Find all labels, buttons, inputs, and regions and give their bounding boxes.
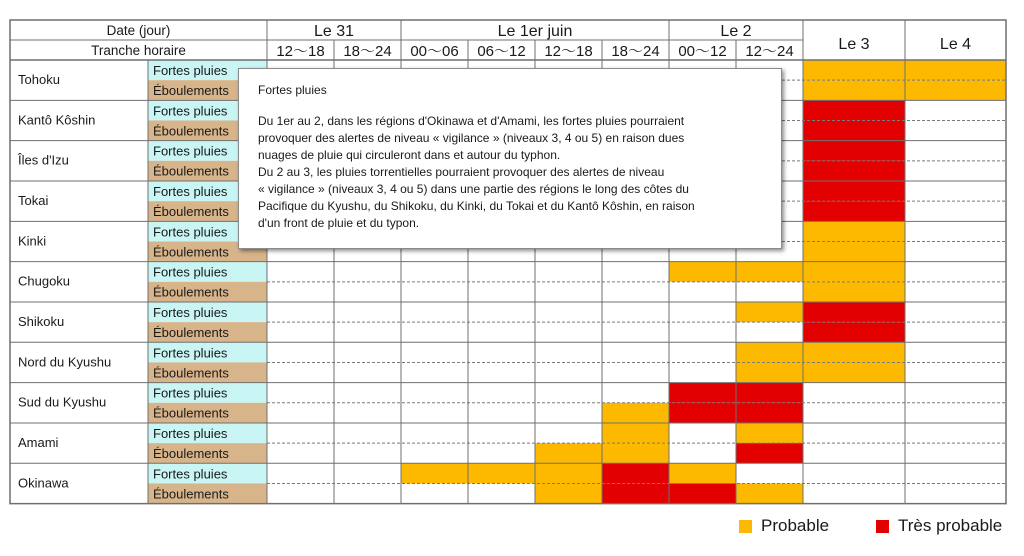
time-slot-label: 00～12 (678, 43, 727, 60)
data-cell (803, 262, 905, 282)
legend-swatch-probable (739, 520, 752, 533)
legend-label-probable: Probable (761, 516, 830, 535)
tooltip-body: Du 1er au 2, dans les régions d'Okinawa et d'Amami, les fortes pluies pourraient provoquer des alertes de niveau « vigilance » (niveaux 3, 4 ou 5) en raison dues nuages de pluie qui circuleront dans et autour du typhon. Du 2 au 3, les pluies torrentielles pourraient provoquer des alertes de niveau « vigilance » (niveaux 3, 4 ou 5) dans une partie des régions le long des côtes du Pacifique du Kyushu, du Shikoku, du Kinki, du Tokai et du Kantô Kôshin, en raison d'un front de pluie et du typon. (258, 114, 695, 230)
data-cell (535, 443, 602, 463)
time-slot-label: 18～24 (343, 43, 392, 60)
legend-item-probable (739, 515, 829, 537)
data-cell (803, 100, 905, 120)
hazard-label-fortes-pluies: Fortes pluies (153, 425, 228, 441)
region-name: Tokai (18, 192, 49, 208)
time-slot-label: 18～24 (611, 43, 660, 60)
data-cell (401, 463, 468, 483)
hazard-label-fortes-pluies: Fortes pluies (153, 183, 228, 199)
data-cell (803, 120, 905, 140)
hazard-label-eboulements: Éboulements (153, 365, 229, 381)
data-cell (602, 463, 669, 483)
data-cell (803, 342, 905, 362)
data-cell (535, 463, 602, 483)
hazard-label-fortes-pluies: Fortes pluies (153, 224, 228, 240)
time-slot-label: 00～06 (410, 43, 459, 60)
region-name: Tohoku (18, 72, 60, 87)
hazard-label-fortes-pluies: Fortes pluies (153, 304, 228, 320)
data-cell (669, 383, 736, 403)
legend-swatch-tres-probable (876, 520, 889, 533)
hazard-label-eboulements: Éboulements (153, 83, 229, 98)
hazard-label-eboulements: Éboulements (153, 405, 229, 421)
data-cell (803, 181, 905, 201)
date-header-label: Date (jour) (106, 23, 171, 38)
data-cell (535, 483, 602, 503)
time-slot-label: 06～12 (477, 43, 526, 60)
data-cell (803, 362, 905, 382)
hazard-label-fortes-pluies: Fortes pluies (153, 143, 228, 159)
data-cell (669, 483, 736, 503)
data-cell (736, 342, 803, 362)
time-slot-label: 12～18 (544, 43, 593, 60)
date-label: Le 4 (939, 36, 972, 53)
hazard-label-fortes-pluies: Fortes pluies (153, 63, 228, 78)
region-name: Sud du Kyushu (18, 394, 107, 410)
region-name: Amami (18, 434, 59, 450)
hazard-label-fortes-pluies: Fortes pluies (153, 103, 228, 119)
time-header-label: Tranche horaire (91, 43, 186, 58)
hazard-label-eboulements: Éboulements (153, 203, 229, 219)
data-cell (669, 403, 736, 423)
data-cell (669, 463, 736, 483)
data-cell (602, 403, 669, 423)
time-slot-label: 12～18 (276, 43, 325, 60)
hazard-label-eboulements: Éboulements (153, 163, 229, 179)
data-cell (803, 80, 905, 100)
data-cell (803, 141, 905, 161)
region-name: Shikoku (18, 313, 65, 329)
hazard-label-fortes-pluies: Fortes pluies (153, 466, 228, 482)
hazard-label-fortes-pluies: Fortes pluies (153, 345, 228, 361)
region-name: Kinki (18, 233, 47, 249)
data-cell (803, 241, 905, 261)
data-cell (803, 161, 905, 181)
hazard-label-eboulements: Éboulements (153, 244, 229, 260)
data-cell (803, 60, 905, 80)
data-cell (669, 262, 736, 282)
date-label: Le 2 (720, 23, 752, 40)
data-cell (736, 302, 803, 322)
data-cell (736, 362, 803, 382)
region-name: Kantô Kôshin (18, 112, 96, 128)
region-name: Nord du Kyushu (18, 354, 112, 370)
hazard-label-eboulements: Éboulements (153, 284, 229, 300)
data-cell (602, 483, 669, 503)
hazard-label-eboulements: Éboulements (153, 123, 229, 139)
region-name: Chugoku (18, 273, 71, 289)
data-cell (803, 322, 905, 342)
data-cell (736, 403, 803, 423)
hazard-label-fortes-pluies: Fortes pluies (153, 385, 228, 401)
region-name: Îles d'Izu (18, 152, 69, 168)
region-name: Okinawa (18, 475, 69, 491)
legend-item-tres-probable (876, 515, 1002, 537)
time-slot-label: 12～24 (745, 43, 794, 60)
data-cell (803, 201, 905, 221)
data-cell (736, 423, 803, 443)
heavy-rain-tooltip (238, 68, 782, 249)
date-label: Le 3 (838, 36, 870, 53)
date-label: Le 31 (313, 23, 355, 40)
hazard-label-eboulements: Éboulements (153, 486, 229, 502)
hazard-label-eboulements: Éboulements (153, 445, 229, 461)
data-cell (905, 80, 1006, 100)
data-cell (736, 383, 803, 403)
data-cell (803, 221, 905, 241)
tooltip-title: Fortes pluies (258, 83, 327, 97)
data-cell (602, 423, 669, 443)
data-cell (803, 282, 905, 302)
data-cell (736, 443, 803, 463)
data-cell (602, 443, 669, 463)
data-cell (468, 463, 535, 483)
hazard-label-fortes-pluies: Fortes pluies (153, 264, 228, 280)
data-cell (803, 302, 905, 322)
data-cell (736, 483, 803, 503)
date-label: Le 1er juin (497, 23, 573, 40)
data-cell (736, 262, 803, 282)
legend-label-tres-probable: Très probable (898, 516, 1003, 535)
hazard-label-eboulements: Éboulements (153, 324, 229, 340)
data-cell (905, 60, 1006, 80)
